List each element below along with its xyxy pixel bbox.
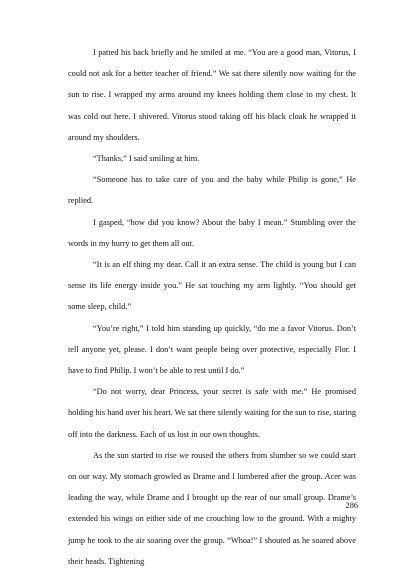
paragraph: “It is an elf thing my dear. Call it an extra sense. The child is young but I can sense its life energy inside you.” He sat touching my arm lightly. “You should get some sleep, child.” xyxy=(68,260,356,312)
paragraph: “Someone has to take care of you and the baby while Philip is gone,” He replied. xyxy=(68,175,356,206)
paragraph: “You’re right,” I told him standing up quickly, “do me a favor Vitorus. Don’t tell anyone yet, please. I don’t want people being over protective, especially Flor. I have to find Philip. I won’t be able to rest until I do.” xyxy=(68,323,356,376)
paragraph: “Do not worry, dear Princess, your secret is safe with me.” He promised holding his hand over his heart. We sat there silently waiting for the sun to rise, staring off into the darkness. Each of us lost in our own thoughts. xyxy=(68,387,356,439)
paragraph: “Thanks,” I said smiling at him. xyxy=(93,154,200,164)
body-text xyxy=(68,42,356,572)
paragraph: I patted his back briefly and he smiled at me. “You are a good man, Vitorus, I could not ask for a better teacher of friend.” We sat there silently now waiting for the sun to rise. I wrapped my arms around my knees holding them close to my chest. It was cold out here. I shivered. Vitorus stood taking off his black cloak he wrapped it around my shoulders. xyxy=(68,48,356,142)
page-number: 286 xyxy=(345,501,358,510)
paragraph: I gasped, “how did you know? About the baby I mean.” Stumbling over the words in my hurry to get them all out. xyxy=(68,217,356,248)
paragraph: As the sun started to rise we roused the others from slumber so we could start on our way. My stomach growled as Drame and I lumbered after the group. Acer was leading the way, while Drame and I brought up the rear of our small group. Drame’s extended his wings on either side of me crouching low to the ground. With a mighty jump he took to the air soaring over the group. “Whoa!” I shouted as he soared above their heads. Tightening xyxy=(68,450,356,566)
